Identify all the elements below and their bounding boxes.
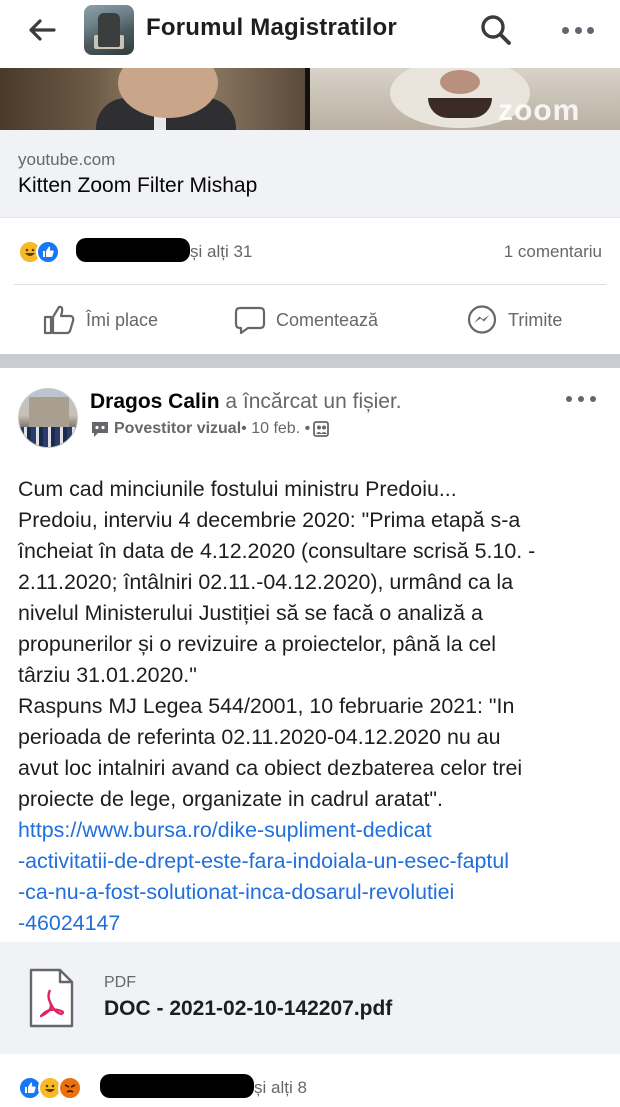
post-action-text: a încărcat un fișier. <box>219 390 402 413</box>
messenger-icon <box>466 304 498 336</box>
search-button[interactable] <box>478 12 514 48</box>
arrow-left-icon <box>28 18 56 42</box>
author-name[interactable]: Dragos Calin <box>90 390 220 413</box>
post-link[interactable]: https://www.bursa.ro/dike-supliment-dedicat <box>18 818 432 842</box>
zoom-watermark: zoom <box>498 94 581 127</box>
comment-label: Comentează <box>276 309 379 330</box>
share-button[interactable] <box>466 285 562 355</box>
group-privacy-icon <box>312 420 330 438</box>
post-actions-bar <box>14 284 606 354</box>
reaction-icons <box>18 240 78 264</box>
reaction-others-count[interactable]: și alți 31 <box>190 242 253 261</box>
comments-count[interactable]: 1 comentariu <box>503 242 602 261</box>
top-bar <box>0 0 620 60</box>
group-avatar[interactable] <box>84 5 134 55</box>
file-attachment[interactable] <box>0 942 620 1054</box>
back-button[interactable] <box>26 14 58 46</box>
post-text-line: avut loc intalniri avand ca obiect dezbaterea celor trei <box>18 756 523 780</box>
post-date[interactable]: • 10 feb. • <box>241 420 311 437</box>
pdf-file-icon <box>28 968 74 1028</box>
post-link[interactable]: -ca-nu-a-fost-solutionat-inca-dosarul-revolutiei <box>18 880 455 904</box>
link-domain: youtube.com <box>18 150 116 169</box>
post-text-line: Raspuns MJ Legea 544/2001, 10 februarie 2021: "In <box>18 694 515 718</box>
post-meta <box>90 420 330 438</box>
like-button[interactable] <box>42 285 158 355</box>
thumbs-up-icon <box>42 304 76 336</box>
file-type: PDF <box>104 974 136 991</box>
post-text-line: încheiat în data de 4.12.2020 (consultare scrisă 5.10. - <box>18 539 536 563</box>
like-label: Îmi place <box>86 309 159 330</box>
post-text-line: 2.11.2020; întâlniri 02.11.-04.12.2020), urmând ca la <box>18 570 514 594</box>
post-link[interactable]: -activitatii-de-drept-este-fara-indoiala-un-esec-faptul <box>18 849 510 873</box>
comment-icon <box>234 304 266 336</box>
storyteller-badge-icon <box>90 420 110 438</box>
post-text-line: târziu 31.01.2020." <box>18 663 197 687</box>
link-card[interactable] <box>0 130 620 218</box>
comment-button[interactable] <box>234 285 378 355</box>
post-text-line: Predoiu, interviu 4 decembrie 2020: "Prima etapă s-a <box>18 508 521 532</box>
feed-separator <box>0 354 620 368</box>
post-text-line: perioada de referinta 02.11.2020-04.12.2020 nu au <box>18 725 501 749</box>
reaction-icons <box>18 1076 98 1100</box>
redacted-name <box>100 1074 254 1098</box>
angry-reaction-icon <box>58 1076 82 1100</box>
post-link[interactable]: -46024147 <box>18 911 121 935</box>
reactions-summary[interactable] <box>0 1066 620 1107</box>
file-name: DOC - 2021-02-10-142207.pdf <box>104 997 393 1020</box>
search-icon <box>478 12 514 48</box>
link-preview-image[interactable] <box>0 68 620 130</box>
post-text-line: Cum cad minciunile fostului ministru Predoiu... <box>18 477 457 501</box>
share-label: Trimite <box>508 309 563 330</box>
post-text-line: nivelul Ministerului Justiției să se facă o analiză a <box>18 601 483 625</box>
badge-label[interactable]: Povestitor vizual <box>114 420 242 437</box>
reaction-others-count[interactable]: și alți 8 <box>254 1078 307 1097</box>
reactions-summary[interactable] <box>0 218 620 284</box>
like-reaction-icon <box>36 240 60 264</box>
link-title: Kitten Zoom Filter Mishap <box>18 174 258 197</box>
post-header <box>90 390 402 414</box>
post-text <box>18 474 614 939</box>
author-avatar[interactable] <box>18 388 78 448</box>
post-more-button[interactable] <box>566 396 596 406</box>
group-title[interactable]: Forumul Magistratilor <box>146 14 397 41</box>
more-options-button[interactable] <box>558 16 598 44</box>
post-text-line: proiecte de lege, organizate in cadrul aratat". <box>18 787 443 811</box>
post-text-line: propunerilor și o revizuire a proiectelor, până la cel <box>18 632 496 656</box>
redacted-name <box>76 238 190 262</box>
